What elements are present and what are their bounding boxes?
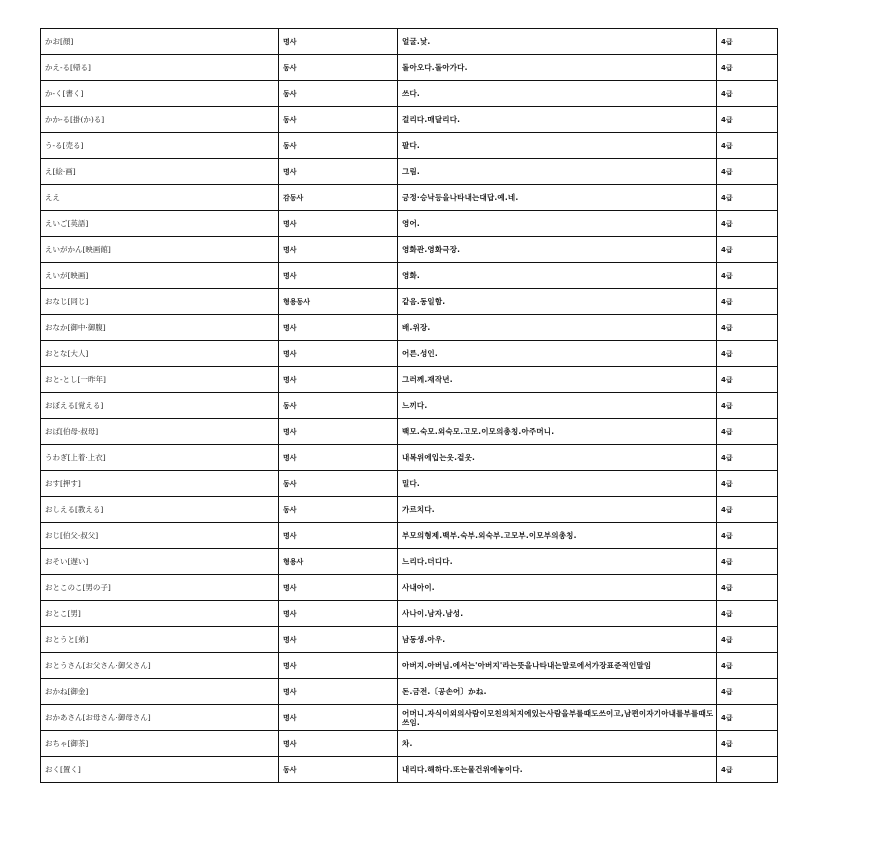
level-cell: 4급 [717,601,778,627]
part-of-speech-cell: 감동사 [279,185,398,211]
table-row [41,367,778,393]
level-cell: 4급 [717,523,778,549]
word-cell: おと-とし[一昨年] [41,367,279,393]
table-row [41,263,778,289]
vocabulary-table [40,28,778,783]
level-cell: 4급 [717,731,778,757]
word-cell: えいが[映画] [41,263,279,289]
part-of-speech-cell: 동사 [279,55,398,81]
level-cell: 4급 [717,497,778,523]
meaning-cell: 사나이.남자.남성. [398,601,717,627]
table-row [41,289,778,315]
table-row [41,523,778,549]
word-cell: かえ-る[帰る] [41,55,279,81]
level-cell: 4급 [717,627,778,653]
part-of-speech-cell: 명사 [279,523,398,549]
part-of-speech-cell: 명사 [279,237,398,263]
level-cell: 4급 [717,367,778,393]
table-row [41,55,778,81]
level-cell: 4급 [717,159,778,185]
word-cell: うわぎ[上着·上衣] [41,445,279,471]
meaning-cell: 백모.숙모.외숙모.고모.이모의총칭.아주머니. [398,419,717,445]
vocabulary-table-body [41,29,778,783]
part-of-speech-cell: 명사 [279,705,398,731]
word-cell: おす[押す] [41,471,279,497]
level-cell: 4급 [717,393,778,419]
word-cell: おかね[御金] [41,679,279,705]
meaning-cell: 쓰다. [398,81,717,107]
meaning-cell: 부모의형제.백부.숙부.외숙부.고모부.이모부의총칭. [398,523,717,549]
table-row [41,237,778,263]
part-of-speech-cell: 명사 [279,627,398,653]
table-row [41,705,778,731]
meaning-cell: 돈.금전.〔공손어〕かね. [398,679,717,705]
table-row [41,471,778,497]
level-cell: 4급 [717,107,778,133]
table-row [41,419,778,445]
word-cell: おかあさん[お母さん·御母さん] [41,705,279,731]
table-row [41,159,778,185]
level-cell: 4급 [717,315,778,341]
part-of-speech-cell: 형용사 [279,549,398,575]
part-of-speech-cell: 명사 [279,341,398,367]
part-of-speech-cell: 명사 [279,419,398,445]
word-cell: かか-る[掛(か)る] [41,107,279,133]
part-of-speech-cell: 명사 [279,263,398,289]
meaning-cell: 사내아이. [398,575,717,601]
word-cell: おとうさん[お父さん·御父さん] [41,653,279,679]
meaning-cell: 팔다. [398,133,717,159]
word-cell: おそい[遅い] [41,549,279,575]
meaning-cell: 어른.성인. [398,341,717,367]
table-row [41,601,778,627]
part-of-speech-cell: 명사 [279,367,398,393]
meaning-cell: 영어. [398,211,717,237]
word-cell: えいご[英語] [41,211,279,237]
meaning-cell: 차. [398,731,717,757]
table-row [41,81,778,107]
table-row [41,653,778,679]
table-row [41,211,778,237]
level-cell: 4급 [717,705,778,731]
level-cell: 4급 [717,133,778,159]
part-of-speech-cell: 명사 [279,731,398,757]
part-of-speech-cell: 명사 [279,679,398,705]
level-cell: 4급 [717,211,778,237]
word-cell: おなじ[同じ] [41,289,279,315]
word-cell: おとな[大人] [41,341,279,367]
part-of-speech-cell: 동사 [279,393,398,419]
table-row [41,341,778,367]
part-of-speech-cell: 명사 [279,159,398,185]
word-cell: おちゃ[御茶] [41,731,279,757]
level-cell: 4급 [717,341,778,367]
table-row [41,731,778,757]
table-row [41,133,778,159]
level-cell: 4급 [717,757,778,783]
meaning-cell: 남동생.아우. [398,627,717,653]
level-cell: 4급 [717,575,778,601]
part-of-speech-cell: 동사 [279,133,398,159]
part-of-speech-cell: 동사 [279,81,398,107]
word-cell: おなか[御中·御腹] [41,315,279,341]
word-cell: おとこ[男] [41,601,279,627]
table-row [41,185,778,211]
level-cell: 4급 [717,81,778,107]
part-of-speech-cell: 명사 [279,445,398,471]
part-of-speech-cell: 명사 [279,29,398,55]
part-of-speech-cell: 동사 [279,471,398,497]
meaning-cell: 걸리다.매달리다. [398,107,717,133]
level-cell: 4급 [717,185,778,211]
word-cell: う-る[売る] [41,133,279,159]
part-of-speech-cell: 명사 [279,575,398,601]
table-row [41,575,778,601]
table-row [41,679,778,705]
table-row [41,107,778,133]
meaning-cell: 내복위에입는옷.겉옷. [398,445,717,471]
word-cell: え[絵·画] [41,159,279,185]
meaning-cell: 같음.동일함. [398,289,717,315]
level-cell: 4급 [717,289,778,315]
meaning-cell: 그러께.재작년. [398,367,717,393]
meaning-cell: 돌아오다.돌아가다. [398,55,717,81]
meaning-cell: 얼굴.낯. [398,29,717,55]
level-cell: 4급 [717,679,778,705]
meaning-cell: 가르치다. [398,497,717,523]
part-of-speech-cell: 형용동사 [279,289,398,315]
level-cell: 4급 [717,29,778,55]
part-of-speech-cell: 동사 [279,497,398,523]
level-cell: 4급 [717,549,778,575]
meaning-cell: 긍정·승낙등을나타내는대답.예.네. [398,185,717,211]
word-cell: かお[顔] [41,29,279,55]
word-cell: ええ [41,185,279,211]
meaning-cell: 내리다.해하다.또는물건위에놓이다. [398,757,717,783]
part-of-speech-cell: 명사 [279,315,398,341]
level-cell: 4급 [717,471,778,497]
word-cell: か-く[書く] [41,81,279,107]
word-cell: おしえる[教える] [41,497,279,523]
part-of-speech-cell: 명사 [279,211,398,237]
level-cell: 4급 [717,419,778,445]
word-cell: おく[置く] [41,757,279,783]
meaning-cell: 느리다.더디다. [398,549,717,575]
level-cell: 4급 [717,55,778,81]
word-cell: おじ[伯父·叔父] [41,523,279,549]
part-of-speech-cell: 동사 [279,757,398,783]
meaning-cell: 아버지.아버님.에서는'아버지'라는뜻을나타내는말로에서가장표준적인말임 [398,653,717,679]
meaning-cell: 영화. [398,263,717,289]
meaning-cell: 영화관.영화극장. [398,237,717,263]
table-row [41,393,778,419]
meaning-cell: 어머니.자식이외의사람이모친의처지에있는사람을부를때도쓰이고,남편이자기아내를부를때도쓰임. [398,705,717,731]
level-cell: 4급 [717,263,778,289]
part-of-speech-cell: 동사 [279,107,398,133]
word-cell: えいがかん[映画館] [41,237,279,263]
table-row [41,445,778,471]
word-cell: おとこのこ[男の子] [41,575,279,601]
word-cell: おぼえる[覚える] [41,393,279,419]
table-row [41,549,778,575]
table-row [41,497,778,523]
meaning-cell: 그림. [398,159,717,185]
part-of-speech-cell: 명사 [279,653,398,679]
level-cell: 4급 [717,653,778,679]
table-row [41,29,778,55]
meaning-cell: 밀다. [398,471,717,497]
meaning-cell: 느끼다. [398,393,717,419]
table-row [41,627,778,653]
level-cell: 4급 [717,237,778,263]
part-of-speech-cell: 명사 [279,601,398,627]
table-row [41,757,778,783]
table-row [41,315,778,341]
word-cell: おとうと[弟] [41,627,279,653]
level-cell: 4급 [717,445,778,471]
word-cell: おば[伯母·叔母] [41,419,279,445]
meaning-cell: 배.위장. [398,315,717,341]
